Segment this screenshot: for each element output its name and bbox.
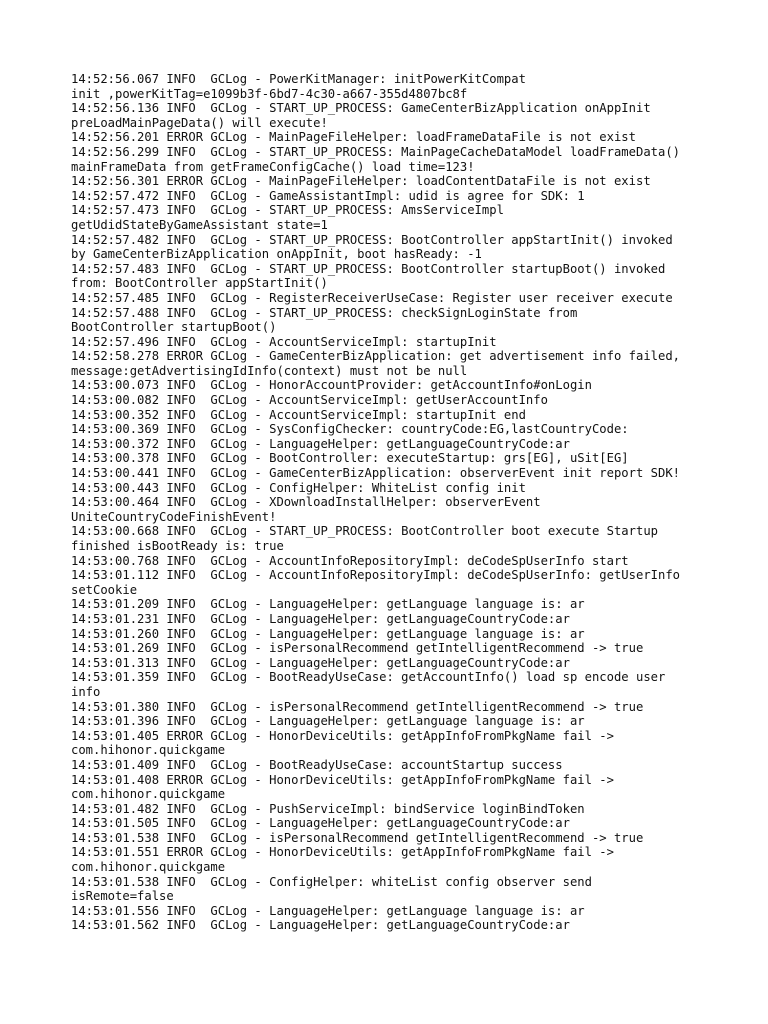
log-line: 14:52:56.201 ERROR GCLog - MainPageFileHelper: loadFrameDataFile is not exist — [71, 130, 636, 145]
log-line: init ,powerKitTag=e1099b3f-6bd7-4c30-a667-355d4807bc8f — [71, 86, 468, 101]
log-line: by GameCenterBizApplication onAppInit, boot hasReady: -1 — [71, 247, 482, 262]
log-line: 14:52:57.496 INFO GCLog - AccountServiceImpl: startupInit — [71, 334, 497, 349]
log-line: 14:52:57.483 INFO GCLog - START_UP_PROCESS: BootController startupBoot() invoked — [71, 261, 666, 276]
log-line: 14:52:56.301 ERROR GCLog - MainPageFileHelper: loadContentDataFile is not exist — [71, 174, 651, 189]
log-line: 14:52:57.482 INFO GCLog - START_UP_PROCESS: BootController appStartInit() invoked — [71, 232, 673, 247]
log-line: 14:53:01.562 INFO GCLog - LanguageHelper: getLanguageCountryCode:ar — [71, 918, 570, 933]
log-line: 14:53:00.369 INFO GCLog - SysConfigChecker: countryCode:EG,lastCountryCode: — [71, 422, 629, 437]
log-line: 14:53:01.409 INFO GCLog - BootReadyUseCase: accountStartup success — [71, 757, 563, 772]
log-line: mainFrameData from getFrameConfigCache() load time=123! — [71, 159, 475, 174]
log-line: 14:52:57.473 INFO GCLog - START_UP_PROCESS: AmsServiceImpl — [71, 203, 504, 218]
log-line: 14:53:00.378 INFO GCLog - BootController: executeStartup: grs[EG], uSit[EG] — [71, 451, 629, 466]
log-line: 14:53:01.313 INFO GCLog - LanguageHelper: getLanguageCountryCode:ar — [71, 655, 570, 670]
log-line: 14:53:00.668 INFO GCLog - START_UP_PROCESS: BootController boot execute Startup — [71, 524, 658, 539]
log-line: 14:53:01.359 INFO GCLog - BootReadyUseCase: getAccountInfo() load sp encode user — [71, 670, 666, 685]
log-line: preLoadMainPageData() will execute! — [71, 115, 328, 130]
log-line: 14:53:01.112 INFO GCLog - AccountInfoRepositoryImpl: deCodeSpUserInfo: getUserInfo — [71, 568, 681, 583]
log-line: 14:53:00.441 INFO GCLog - GameCenterBizApplication: observerEvent init report SDK! — [71, 466, 681, 481]
log-line: 14:53:01.231 INFO GCLog - LanguageHelper: getLanguageCountryCode:ar — [71, 611, 570, 626]
log-line: BootController startupBoot() — [71, 320, 277, 335]
log-line: 14:53:01.538 INFO GCLog - isPersonalRecommend getIntelligentRecommend -> true — [71, 830, 644, 845]
log-line: 14:52:56.299 INFO GCLog - START_UP_PROCESS: MainPageCacheDataModel loadFrameData() — [71, 144, 681, 159]
log-line: 14:53:00.372 INFO GCLog - LanguageHelper: getLanguageCountryCode:ar — [71, 436, 570, 451]
log-line: 14:52:57.488 INFO GCLog - START_UP_PROCESS: checkSignLoginState from — [71, 305, 578, 320]
log-line: 14:53:01.551 ERROR GCLog - HonorDeviceUtils: getAppInfoFromPkgName fail -> — [71, 845, 614, 860]
log-line: isRemote=false — [71, 889, 174, 904]
log-line: 14:53:01.209 INFO GCLog - LanguageHelper: getLanguage language is: ar — [71, 597, 585, 612]
log-line: 14:53:01.556 INFO GCLog - LanguageHelper: getLanguage language is: ar — [71, 903, 585, 918]
log-line: 14:53:00.082 INFO GCLog - AccountServiceImpl: getUserAccountInfo — [71, 393, 548, 408]
log-line: 14:53:00.443 INFO GCLog - ConfigHelper: WhiteList config init — [71, 480, 526, 495]
log-line: 14:53:00.768 INFO GCLog - AccountInfoRepositoryImpl: deCodeSpUserInfo start — [71, 553, 629, 568]
log-line: 14:53:01.408 ERROR GCLog - HonorDeviceUtils: getAppInfoFromPkgName fail -> — [71, 772, 614, 787]
log-line: 14:53:01.396 INFO GCLog - LanguageHelper: getLanguage language is: ar — [71, 714, 585, 729]
log-line: 14:53:01.405 ERROR GCLog - HonorDeviceUtils: getAppInfoFromPkgName fail -> — [71, 728, 614, 743]
log-line: 14:52:57.472 INFO GCLog - GameAssistantImpl: udid is agree for SDK: 1 — [71, 188, 585, 203]
log-line: 14:53:01.482 INFO GCLog - PushServiceImpl: bindService loginBindToken — [71, 801, 585, 816]
log-line: 14:53:01.505 INFO GCLog - LanguageHelper: getLanguageCountryCode:ar — [71, 816, 570, 831]
log-line: from: BootController appStartInit() — [71, 276, 328, 291]
log-line: info — [71, 684, 101, 699]
log-line: 14:52:56.136 INFO GCLog - START_UP_PROCESS: GameCenterBizApplication onAppInit — [71, 101, 651, 116]
log-line: 14:53:01.380 INFO GCLog - isPersonalRecommend getIntelligentRecommend -> true — [71, 699, 644, 714]
log-line: 14:52:57.485 INFO GCLog - RegisterReceiverUseCase: Register user receiver execute — [71, 290, 673, 305]
log-line: message:getAdvertisingIdInfo(context) must not be null — [71, 363, 468, 378]
log-line: 14:53:00.073 INFO GCLog - HonorAccountProvider: getAccountInfo#onLogin — [71, 378, 592, 393]
log-line: setCookie — [71, 582, 138, 597]
log-line: getUdidStateByGameAssistant state=1 — [71, 217, 328, 232]
log-line: 14:53:01.538 INFO GCLog - ConfigHelper: whiteList config observer send — [71, 874, 592, 889]
log-line: UniteCountryCodeFinishEvent! — [71, 509, 277, 524]
log-line: 14:53:00.352 INFO GCLog - AccountServiceImpl: startupInit end — [71, 407, 526, 422]
log-line: com.hihonor.quickgame — [71, 743, 226, 758]
log-line: com.hihonor.quickgame — [71, 787, 226, 802]
log-line: com.hihonor.quickgame — [71, 860, 226, 875]
log-line: 14:53:00.464 INFO GCLog - XDownloadInstallHelper: observerEvent — [71, 495, 541, 510]
log-line: 14:53:01.260 INFO GCLog - LanguageHelper: getLanguage language is: ar — [71, 626, 585, 641]
log-line: 14:52:56.067 INFO GCLog - PowerKitManager: initPowerKitCompat — [71, 72, 526, 86]
log-line: finished isBootReady is: true — [71, 539, 284, 553]
log-line: 14:53:01.269 INFO GCLog - isPersonalRecommend getIntelligentRecommend -> true — [71, 641, 644, 656]
log-line: 14:52:58.278 ERROR GCLog - GameCenterBizApplication: get advertisement info failed, — [71, 349, 681, 364]
log-document — [71, 72, 711, 933]
